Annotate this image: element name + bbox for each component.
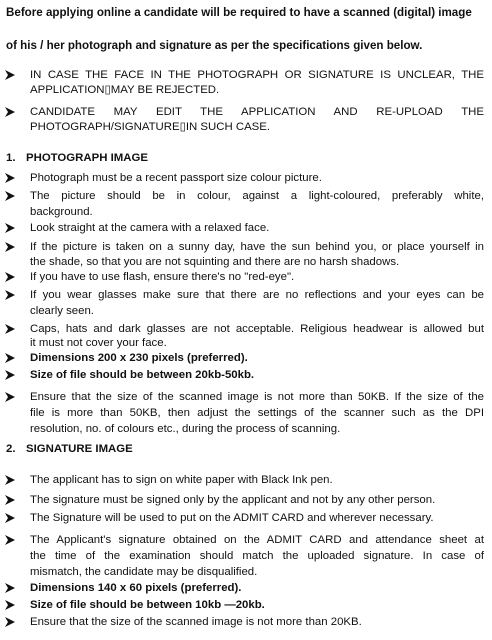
photo-item-line: If the picture is taken on a sunny day, have the sun behind you, or place yourself in: [30, 241, 484, 253]
arrowhead-bullet-icon: [4, 493, 18, 508]
intro-line-2: of his / her photograph and signature as per the specifications given below.: [6, 39, 423, 52]
arrowhead-bullet-icon: [4, 511, 18, 526]
photo-dimensions: Dimensions 200 x 230 pixels (preferred).: [30, 352, 248, 364]
arrowhead-bullet-icon: [4, 533, 18, 548]
arrowhead-bullet-icon: [4, 598, 18, 613]
arrowhead-bullet-icon: [4, 322, 18, 337]
photo-item-line: Ensure that the size of the scanned image is not more than 50KB. If the size of the: [30, 391, 484, 403]
section-heading-signature: [6, 442, 133, 457]
signature-item-line: Ensure that the size of the scanned image is not more than 20KB.: [30, 616, 362, 628]
signature-item-line: mismatch, the candidate may be disqualified.: [30, 566, 258, 578]
photo-file-size: Size of file should be between 20kb-50kb.: [30, 369, 255, 381]
signature-item-line: The signature must be signed only by the applicant and not by any other person.: [30, 494, 436, 506]
photo-item-line: If you wear glasses make sure that there are no reflections and your eyes can be: [30, 289, 484, 301]
warning-1-line-2: APPLICATION▯MAY BE REJECTED.: [30, 84, 220, 96]
arrowhead-bullet-icon: [4, 171, 18, 186]
arrowhead-bullet-icon: [4, 240, 18, 255]
arrowhead-bullet-icon: [4, 221, 18, 236]
photo-item-line: Photograph must be a recent passport size colour picture.: [30, 172, 322, 184]
section-number: 2.: [6, 443, 16, 455]
arrowhead-bullet-icon: [4, 288, 18, 303]
signature-item-line: The applicant has to sign on white paper with Black Ink pen.: [30, 474, 333, 486]
arrowhead-bullet-icon: [4, 189, 18, 204]
photo-item-line: clearly seen.: [30, 305, 94, 317]
signature-file-size: Size of file should be between 10kb —20kb.: [30, 599, 265, 611]
photo-item-line: it must not cover your face.: [30, 337, 167, 349]
arrowhead-bullet-icon: [4, 368, 18, 383]
photo-item-line: resolution, no. of colours etc., during the process of scanning.: [30, 423, 341, 435]
photo-item-line: the shade, so that you are not squinting and there are no harsh shadows.: [30, 256, 400, 268]
arrowhead-bullet-icon: [4, 270, 18, 285]
warning-1-line-1: IN CASE THE FACE IN THE PHOTOGRAPH OR SIGNATURE IS UNCLEAR, THE: [30, 69, 484, 81]
intro-line-1: Before applying online a candidate will be required to have a scanned (digital) image: [6, 6, 472, 19]
arrowhead-bullet-icon: [4, 68, 18, 83]
arrowhead-bullet-icon: [4, 615, 18, 630]
section-heading-photograph: [6, 151, 148, 166]
arrowhead-bullet-icon: [4, 390, 18, 405]
warning-2-line-1: CANDIDATE MAY EDIT THE APPLICATION AND RE-UPLOAD THE: [30, 106, 484, 118]
arrowhead-bullet-icon: [4, 105, 18, 120]
signature-item-line: The Signature will be used to put on the ADMIT CARD and wherever necessary.: [30, 512, 434, 524]
photo-item-line: The picture should be in colour, against a light-coloured, preferably white,: [30, 190, 484, 202]
photo-item-line: file is more than 50KB, then adjust the settings of the scanner such as the DPI: [30, 407, 484, 419]
photo-item-line: background.: [30, 206, 93, 218]
section-title: SIGNATURE IMAGE: [26, 443, 133, 455]
warning-2-line-2: PHOTOGRAPH/SIGNATURE▯IN SUCH CASE.: [30, 121, 271, 133]
signature-item-line: The Applicant's signature obtained on the ADMIT CARD and attendance sheet at: [30, 534, 484, 546]
photo-item-line: Caps, hats and dark glasses are not acceptable. Religious headwear is allowed but: [30, 323, 484, 335]
arrowhead-bullet-icon: [4, 581, 18, 596]
section-number: 1.: [6, 152, 16, 164]
signature-dimensions: Dimensions 140 x 60 pixels (preferred).: [30, 582, 242, 594]
signature-item-line: the time of the examination should match the uploaded signature. In case of: [30, 550, 484, 562]
photo-item-line: Look straight at the camera with a relaxed face.: [30, 222, 270, 234]
arrowhead-bullet-icon: [4, 351, 18, 366]
arrowhead-bullet-icon: [4, 473, 18, 488]
section-title: PHOTOGRAPH IMAGE: [26, 152, 148, 164]
photo-item-line: If you have to use flash, ensure there's no "red-eye".: [30, 271, 295, 283]
